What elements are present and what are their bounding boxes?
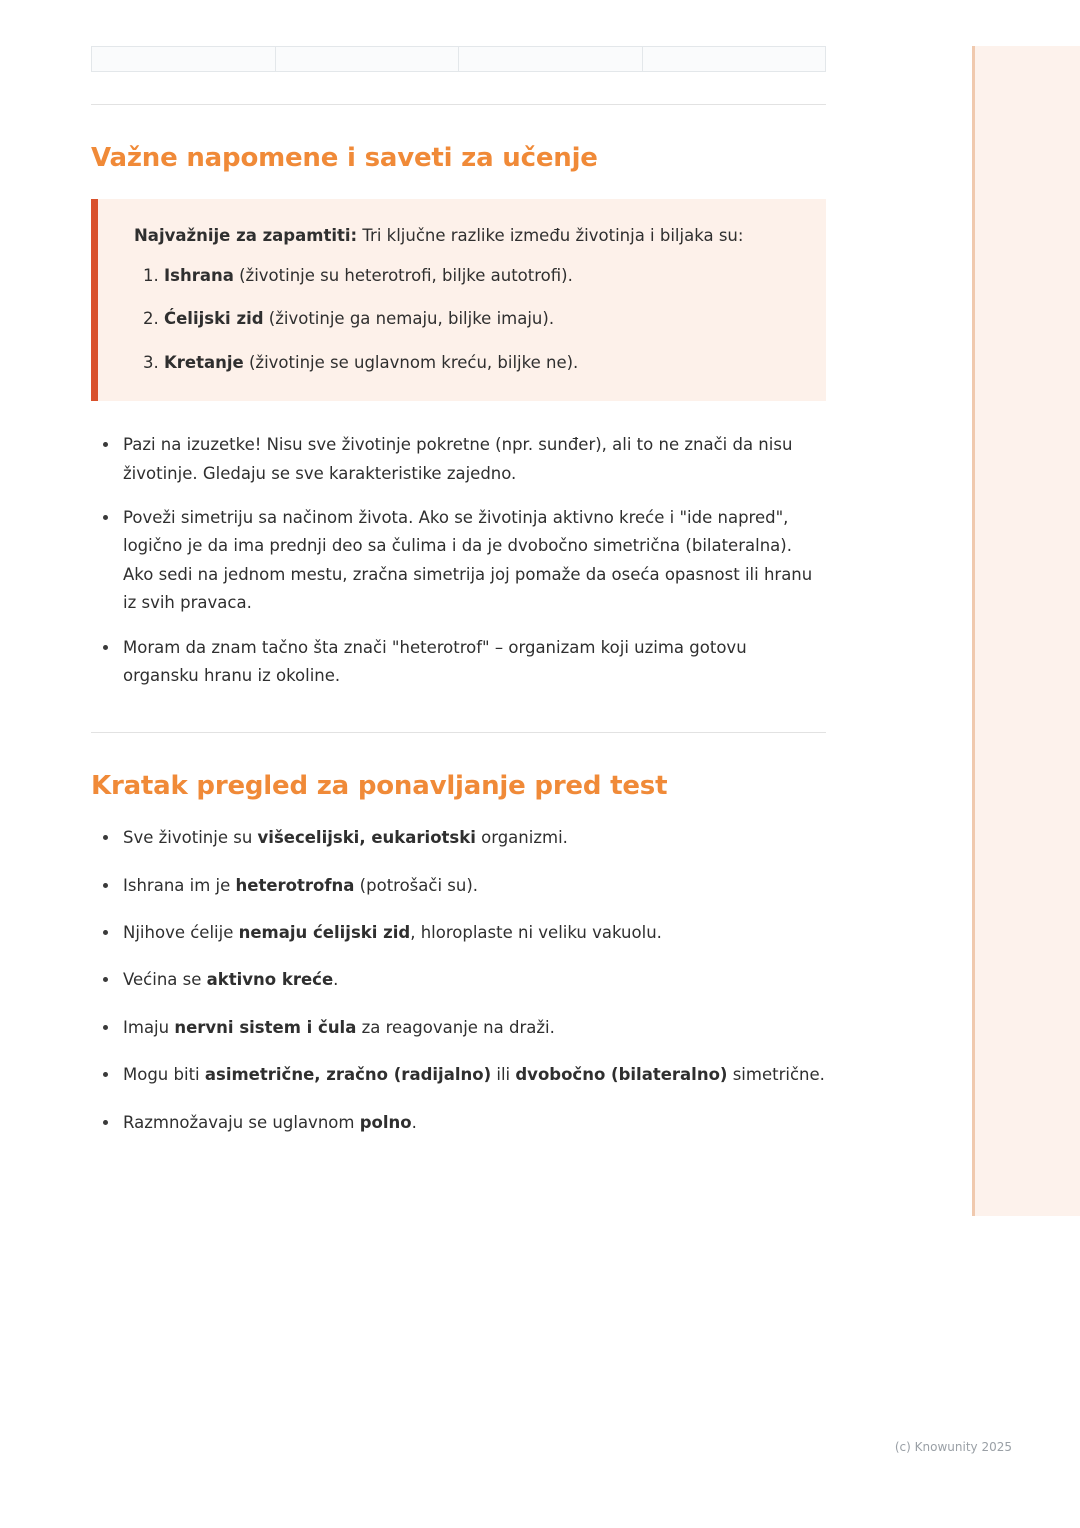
section-divider-2 xyxy=(91,732,826,733)
list-item: Pazi na izuzetke! Nisu sve životinje pokretne (npr. sunđer), ali to ne znači da nisu životinje. Gledaju se sve karakteristike zajedno. xyxy=(91,431,826,488)
item-post: organizmi. xyxy=(475,828,568,848)
item-post: za reagovanje na draži. xyxy=(356,1017,555,1037)
item-bold: aktivno kreće xyxy=(206,970,334,990)
list-item xyxy=(91,1062,826,1088)
list-item xyxy=(91,1110,826,1136)
list-item xyxy=(91,873,826,899)
table-cell xyxy=(92,47,276,72)
list-item: Moram da znam tačno šta znači "heterotrof" – organizam koji uzima gotovu organsku hranu iz okoline. xyxy=(91,634,826,691)
item-bold: polno xyxy=(359,1112,412,1132)
item-post: . xyxy=(411,1112,417,1132)
item-bold: višecelijski, eukariotski xyxy=(257,828,476,848)
table-row xyxy=(92,47,826,72)
callout-item-text: (životinje su heterotrofi, biljke autotrofi). xyxy=(233,265,573,285)
table-cell xyxy=(642,47,826,72)
table-cell xyxy=(275,47,459,72)
item-pre: Njihove ćelije xyxy=(123,923,239,943)
item-post: (potrošači su). xyxy=(354,875,479,895)
list-item xyxy=(91,825,826,851)
item-mid: ili xyxy=(491,1065,516,1085)
callout-lead-bold: Najvažnije za zapamtiti: xyxy=(134,226,358,245)
truncated-table xyxy=(91,46,826,72)
item-pre: Mogu biti xyxy=(123,1065,205,1085)
item-pre: Razmnožavaju se uglavnom xyxy=(123,1112,360,1132)
callout-item-text: (životinje se uglavnom kreću, biljke ne). xyxy=(243,352,579,372)
tips-bullet-list xyxy=(91,431,826,690)
callout-lead-rest: Tri ključne razlike između životinja i biljaka su: xyxy=(357,226,744,245)
item-bold: nervni sistem i čula xyxy=(174,1017,357,1037)
copyright-footer: (c) Knowunity 2025 xyxy=(894,1440,1012,1454)
callout-item-term: Ishrana xyxy=(164,265,234,285)
item-post: , hloroplaste ni veliku vakuolu. xyxy=(410,923,662,943)
callout-item-term: Ćelijski zid xyxy=(164,309,264,329)
item-pre: Sve životinje su xyxy=(123,828,258,848)
item-pre: Ishrana im je xyxy=(123,875,236,895)
section-title-summary: Kratak pregled za ponavljanje pred test xyxy=(91,771,668,802)
item-bold: asimetrične, zračno (radijalno) xyxy=(204,1065,492,1085)
item-post: simetrične. xyxy=(727,1065,825,1085)
summary-bullet-list xyxy=(91,825,826,1136)
document-content xyxy=(91,0,826,1157)
list-item xyxy=(91,967,826,993)
list-item: Poveži simetriju sa načinom života. Ako se životinja aktivno kreće i "ide napred", logično je da ima prednji deo sa čulima i da je dvobočno simetrična (bilateralna). Ako sedi na jednom mestu, zračna simetrija joj pomaže da oseća opasnost ili hranu iz svih pravaca. xyxy=(91,504,826,618)
item-pre: Imaju xyxy=(123,1017,175,1037)
callout-item-text: (životinje ga nemaju, biljke imaju). xyxy=(263,309,555,329)
item-post: . xyxy=(333,970,339,990)
section-divider xyxy=(91,104,826,105)
table-cell xyxy=(459,47,643,72)
item-bold-2: dvobočno (bilateralno) xyxy=(515,1065,728,1085)
item-bold: heterotrofna xyxy=(235,875,355,895)
callout-list-item xyxy=(164,263,800,289)
decorative-side-strip xyxy=(972,46,1080,1216)
callout-lead xyxy=(134,223,800,249)
callout-item-term: Kretanje xyxy=(164,352,244,372)
list-item xyxy=(91,1015,826,1041)
list-item xyxy=(91,920,826,946)
callout-list-item xyxy=(164,350,800,376)
callout-list xyxy=(134,263,800,376)
item-pre: Većina se xyxy=(123,970,207,990)
item-bold: nemaju ćelijski zid xyxy=(238,923,411,943)
key-points-callout xyxy=(91,199,826,401)
callout-list-item xyxy=(164,306,800,332)
section-title-notes: Važne napomene i saveti za učenje xyxy=(91,143,598,173)
